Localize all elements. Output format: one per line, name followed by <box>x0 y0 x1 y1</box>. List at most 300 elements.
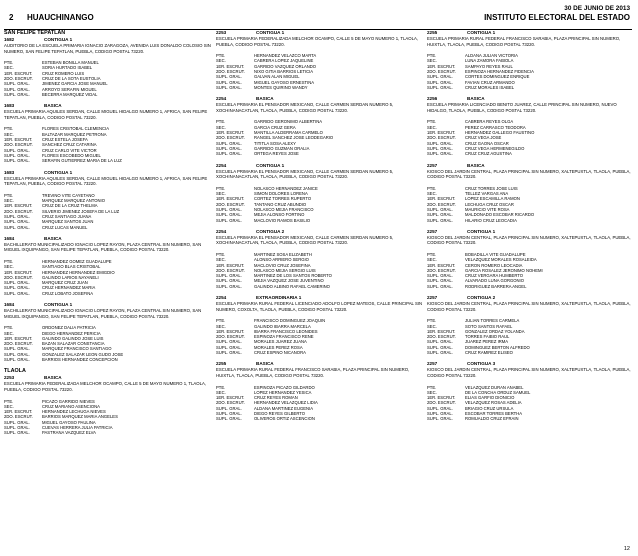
officials-list <box>427 53 634 90</box>
official-role: SUPL. GRAL. <box>216 145 242 151</box>
official-name: MORALES PEREZ ROSA <box>254 344 303 350</box>
station-id: 1683 <box>4 169 15 175</box>
official-name: CERON ROMERO LEOCADIA <box>465 262 523 268</box>
official-role: SUPL. GRAL. <box>216 84 242 90</box>
official-name: GONZALEZ ORDAZ YOLANDA <box>465 328 525 334</box>
officials-list <box>427 119 634 156</box>
district-number: 2 <box>9 13 14 22</box>
official-role: PTE. <box>216 318 226 324</box>
polling-station-entry <box>216 229 423 289</box>
official-name: BECERRA MARQUEZ VIDAL <box>42 91 98 97</box>
official-role: SUPL. GRAL. <box>216 212 242 218</box>
official-name: GALINDO GALINDO JOSE LUIS <box>42 335 104 341</box>
official-name: BALTAZAR MARQUEZ PETRONA <box>42 131 107 137</box>
official-name: MONTES QUIRINO WANDY <box>254 84 308 90</box>
official-name: SERAFIN GUTIERREZ MARIA DE LA LUZ <box>42 158 122 164</box>
official-name: NOLASCO MEJIA SERGIO LUIS <box>254 267 316 273</box>
station-type: CONTIGUA 3 <box>467 361 496 367</box>
official-name: ELIAS GARFIO DIONICIO <box>465 395 515 401</box>
official-role: 1ER. ESCRUT. <box>427 395 456 401</box>
official-name: ESPINOZA HERNANDEZ FIDENCIA <box>465 69 534 75</box>
official-name: CUEVAS HERRERA JULIA PATRICIA <box>42 425 113 430</box>
official-name: SILVERIO JIMENEZ JOSEFA DE LA LUZ <box>42 208 120 214</box>
official-role: PTE. <box>4 398 14 404</box>
official-name: FLORES CRISTOBAL CLEMENCIA <box>42 126 110 132</box>
station-id: 1683 <box>4 103 15 109</box>
official-name: SORIA HURTADO ISABEL <box>42 65 93 71</box>
official-name: CABRERA REYES OLGA <box>465 119 514 125</box>
station-id: 2253 <box>4 375 15 381</box>
official-name: DOMINGUEZ BERTON ALFREDO <box>465 344 530 350</box>
official-role: 1ER. ESCRUT. <box>216 196 245 202</box>
official-role: PTE. <box>216 119 226 125</box>
official-role: SUPL. GRAL. <box>216 217 242 223</box>
official-role: SUPL. GRAL. <box>4 81 30 87</box>
official-name: BARRIOS MARQUEZ MARIA ANGELES <box>42 414 118 420</box>
official-name: GARRIDO GERONIMO ALBERTINA <box>254 119 323 125</box>
official-role: SUPL. GRAL. <box>427 405 453 411</box>
station-id: 2257 <box>427 295 438 301</box>
station-address: ESCUELA PRIMARIA FEDERALIZADA MELCHOR OCAMPO, CALLE 5 DE MAYO NUMERO 1, TLAOLA, PUEBLA, CODIGO POSTAL 73220. <box>216 36 419 47</box>
station-address: ESCUELA PRIMARIA LICENCIADO BENITO JUAREZ, CALLE PRINCIPAL SIN NUMERO, NUEVO HIDALGO, TLAOLA, PUEBLA, CODIGO POSTAL 73220. <box>427 102 617 113</box>
official-role: PTE. <box>216 384 226 390</box>
official-role: PTE. <box>4 325 14 331</box>
official-role: SUPL. GRAL. <box>216 74 242 80</box>
official-role: 2DO. ESCRUT. <box>4 274 33 280</box>
official-name: MANTILLA ALDERRAMA CARMELO <box>254 130 323 136</box>
official-name: HERNANDEZ LECHUGA NIEVES <box>42 409 106 415</box>
official-role: SUPL. GRAL. <box>427 339 453 345</box>
official-role: 1ER. ESCRUT. <box>216 395 245 401</box>
official-name: DIEGO HERNANDEZ PERICIA <box>42 330 101 336</box>
official-role: SUPL. GRAL. <box>4 158 30 164</box>
official-role: SEC. <box>427 191 437 197</box>
official-role: 2DO. ESCRUT. <box>4 208 33 214</box>
official-name: SOTO SANTOS RAFAEL <box>465 323 513 329</box>
official-name: HERNANDEZ GOMEZ GUADALUPE <box>42 258 112 264</box>
official-role: PTE. <box>216 251 226 257</box>
official-name: PICAZO GARRIDO NIEVES <box>42 398 95 404</box>
official-role: 2DO. ESCRUT. <box>216 334 245 340</box>
station-type: EXTRAORDINARIA 1 <box>256 295 302 301</box>
official-name: CRUZ TORRES JOSE LUIS <box>465 185 518 191</box>
official-role: SEC. <box>216 191 226 197</box>
polling-station-entry <box>4 236 211 296</box>
official-role: SUPL. GRAL. <box>427 283 453 289</box>
official-name: GONZALEZ SALAZAR LEON GUDO JOSE <box>42 351 124 357</box>
officials-list <box>216 385 423 422</box>
official-role: 1ER. ESCRUT. <box>427 130 456 136</box>
official-role: SUPL. GRAL. <box>216 79 242 85</box>
polling-station-entry <box>4 37 211 97</box>
official-name: JIMENEZ GARCIA JOSE MANUEL <box>42 81 108 87</box>
official-name: ORTEGA REYES JOSE <box>254 151 299 157</box>
polling-station-entry <box>427 229 634 289</box>
official-role: 2DO. ESCRUT. <box>427 400 456 406</box>
official-name: MARTINEZ SOSA ELIZABETH <box>254 251 312 257</box>
official-role: SEC. <box>216 257 226 263</box>
station-id: 2254 <box>216 162 227 168</box>
official-role: 1ER. ESCRUT. <box>4 203 33 209</box>
official-role: SUPL. GRAL. <box>427 273 453 279</box>
official-role: SUPL. GRAL. <box>216 339 242 345</box>
station-address: ESCUELA PRIMARIA RURAL FEDERAL FRANCISCO SARABIA, PLAZA PRINCIPAL SIN NUMERO, HUIXTLA, TLAOLA, PUEBLA, CODIGO POSTAL 73220. <box>427 36 621 47</box>
officials-list <box>4 325 211 362</box>
station-id: 2257 <box>427 162 438 168</box>
official-name: MARQUEZ CRUZ JUAN <box>42 280 88 286</box>
official-name: MARQUEZ SANTOS JUAN <box>42 219 94 225</box>
official-role: SUPL. GRAL. <box>427 217 453 223</box>
official-role: SUPL. GRAL. <box>427 74 453 80</box>
polling-station-entry <box>427 96 634 156</box>
official-name: DE LA CONCHA ORDUZ SAMUEL <box>465 389 531 395</box>
official-role: SUPL. GRAL. <box>4 152 30 158</box>
official-name: VELAZQUEZ MORALES ROSALEIDA <box>465 257 537 263</box>
official-role: SUPL. GRAL. <box>427 278 453 284</box>
station-type: CONTIGUA 1 <box>467 228 496 234</box>
official-name: NOLASCO MEJIA FRANCISCO <box>254 206 314 212</box>
official-role: SUPL. GRAL. <box>427 212 453 218</box>
official-role: 2DO. ESCRUT. <box>216 69 245 75</box>
official-role: SUPL. GRAL. <box>427 140 453 146</box>
official-role: PTE. <box>4 60 14 66</box>
official-role: SUPL. GRAL. <box>427 350 453 356</box>
official-role: SEC. <box>4 65 14 71</box>
official-role: SUPL. GRAL. <box>427 151 453 157</box>
station-id: 1682 <box>4 37 15 42</box>
station-address: AUDITORIO DE LA ESCUELA PRIMARIA IGNACIO ZARAGOZA, AVENIDA LUIS DONALDO COLOSIO SIN NUMERO, SAN FELIPE TEPATLAN, PUEBLA, CODIGO POSTAL 73220. <box>4 43 211 54</box>
station-type: BASICA <box>256 361 274 367</box>
official-name: LOPEZ HERNANDEZ YESICA <box>254 389 312 395</box>
station-type: BASICA <box>44 375 62 381</box>
official-name: HERNANDEZ HERNANDEZ EMIGDIO <box>42 269 115 275</box>
institution-name: INSTITUTO ELECTORAL DEL ESTADO <box>484 13 630 22</box>
officials-list <box>216 252 423 289</box>
official-role: 2DO. ESCRUT. <box>4 414 33 420</box>
official-role: SUPL. GRAL. <box>4 219 30 225</box>
station-address: ESCUELA PRIMARIA EL PENSADOR MEXICANO, CALLE CARMEN SERDAN NUMERO 5, XOCHINANACATLAN, TLAOLA, PUEBLA, CODIGO POSTAL 73220. <box>216 168 394 180</box>
station-address: ESCUELA PRIMARIA AQUILES SERDAN, CALLE MIGUEL HIDALGO NUMERO 1, AFRICA, SAN FELIPE TEPATLAN, PUEBLA, CODIGO POSTAL 73220. <box>4 175 208 187</box>
officials-list <box>4 193 211 230</box>
official-name: MALDONADO ESCOBAR RICARDO <box>465 212 535 218</box>
official-role: SUPL. GRAL. <box>4 147 30 153</box>
official-role: 2DO. ESCRUT. <box>4 142 33 148</box>
official-role: 2DO. ESCRUT. <box>4 341 33 347</box>
official-role: SEC. <box>427 124 437 130</box>
officials-list <box>4 126 211 163</box>
station-type: BASICA <box>256 96 274 102</box>
official-role: SUPL. GRAL. <box>216 273 242 279</box>
officials-list <box>427 186 634 223</box>
official-role: 2DO. ESCRUT. <box>216 135 245 141</box>
official-name: CRUZ MARIANO ASENCIONA <box>42 403 100 409</box>
station-type: CONTIGUA 2 <box>467 295 496 301</box>
official-role: 1ER. ESCRUT. <box>427 262 456 268</box>
official-role: 1ER. ESCRUT. <box>427 63 456 69</box>
official-role: SUPL. GRAL. <box>427 79 453 85</box>
officials-list <box>216 186 423 223</box>
officials-list <box>427 252 634 289</box>
official-role: 2DO. ESCRUT. <box>216 400 245 406</box>
official-role: SEC. <box>427 58 437 64</box>
official-role: PTE. <box>4 258 14 264</box>
station-address: ESCUELA PRIMARIA AQUILES SERDAN, CALLE MIGUEL HIDALGO NUMERO 1, AFRICA, SAN FELIPE TEPATLAN, PUEBLA, CODIGO POSTAL 73220. <box>4 109 208 120</box>
official-role: 1ER. ESCRUT. <box>216 262 245 268</box>
officials-list <box>427 385 634 422</box>
official-role: SUPL. GRAL. <box>4 280 30 286</box>
official-name: TORRES FAIBIO RAUL <box>465 334 510 340</box>
station-type: BASICA <box>467 96 485 102</box>
officials-list <box>216 119 423 156</box>
official-name: LECHUGA CRUZ OSCAR <box>465 201 514 207</box>
station-address: KIOSCO DEL JARDIN CENTRAL, PLAZA PRINCIPAL SIN NUMERO, XALTEPUXTLA, TLAOLA, PUEBLA, CODIGO POSTAL 73220. <box>427 168 631 180</box>
official-name: ALDANA MARTINEZ EUGENIA <box>254 405 314 411</box>
official-name: ROMUALDO CRUZ EFRAIN <box>465 416 519 422</box>
official-role: SEC. <box>4 403 14 409</box>
official-role: SUPL. GRAL. <box>216 140 242 146</box>
official-role: SUPL. GRAL. <box>4 351 30 357</box>
official-role: SEC. <box>4 264 14 270</box>
official-name: CRUZ GAONA OSCAR <box>465 140 509 146</box>
official-role: SUPL. GRAL. <box>427 206 453 212</box>
station-address: ESCUELA PRIMARIA RURAL FEDERAL FRANCISCO SARABIA, PLAZA PRINCIPAL SIN NUMERO, HUIXTLA, TLAOLA, PUEBLA, CODIGO POSTAL 73220. <box>216 367 410 378</box>
polling-station-entry <box>216 163 423 223</box>
official-name: ESPINOZA FRANCISCO RENE <box>254 334 314 340</box>
official-name: SANCHEZ CRUZ CATARINA <box>42 142 97 148</box>
official-role: SUPL. GRAL. <box>4 357 30 363</box>
polling-station-entry <box>216 295 423 355</box>
official-name: MARTINEZ DE LOS SANTOS ROBERTO <box>254 273 332 279</box>
officials-list <box>4 399 211 436</box>
officials-list <box>4 259 211 296</box>
official-name: GARRIDO GUZMAN ORALIA <box>254 145 310 151</box>
column-middle <box>216 30 423 428</box>
station-type: BASICA <box>44 103 62 109</box>
official-name: CRUZ CARLO VITE VICTOR <box>42 147 97 153</box>
official-name: SIMON DOLORES LORENA <box>254 191 308 197</box>
official-name: FLORES ESCOBEDO MIGUEL <box>42 152 101 158</box>
official-name: TANTANO CRUZ ABUNDIO <box>254 201 307 207</box>
official-name: LUNA ZAMORA FABIOLA <box>465 58 514 64</box>
official-role: SUPL. GRAL. <box>427 84 453 90</box>
station-address: BACHILLERATO MUNICIPALIZADO IGNACIO LOPEZ RAYON, PLAZA CENTRAL SIN NUMERO, SAN MIGUEL IXQUIPANGO, SAN FELIPE TEPATLAN, PUEBLA, CODIGO POSTAL 73220. <box>4 241 202 253</box>
official-name: NIXO GITIA BARRIOS LETICIA <box>254 69 314 75</box>
polling-station-entry <box>427 295 634 355</box>
official-role: 1ER. ESCRUT. <box>4 269 33 275</box>
official-name: CRUZ REYES ROMAN <box>254 395 298 401</box>
station-id: 2254 <box>216 295 227 301</box>
official-name: MIGUEL GAYOSO PAULINA <box>42 419 96 425</box>
column-left <box>4 30 211 442</box>
official-role: SUPL. GRAL. <box>427 344 453 350</box>
official-role: SUPL. GRAL. <box>4 213 30 219</box>
official-name: GALINDO IBARRA MARCELA <box>254 323 311 329</box>
official-name: TITITLA SOSA ALEXY <box>254 140 296 146</box>
official-role: 2DO. ESCRUT. <box>427 267 456 273</box>
official-role: SEC. <box>216 323 226 329</box>
official-name: CRUZ RAMIREZ ELISEO <box>465 350 513 356</box>
official-name: JUAREZ PEREZ IRMA <box>465 339 509 345</box>
official-name: FRANCISCO DOMINGUEZ JOAQUIN <box>254 318 326 324</box>
station-address: KIOSCO DEL JARDIN CENTRAL, PLAZA PRINCIPAL SIN NUMERO, XALTEPUXTLA, TLAOLA, PUEBLA, CODIGO POSTAL 73220. <box>427 367 631 378</box>
official-name: CRUZ ESTELA JOSEFA <box>42 137 88 143</box>
polling-station-entry <box>216 96 423 156</box>
station-id: 2253 <box>216 30 227 35</box>
official-name: HERNANDEZ VELAZCO MARTA <box>254 53 317 59</box>
official-role: SUPL. GRAL. <box>216 206 242 212</box>
official-name: MEJIA ALONSO FORTINO <box>254 212 305 218</box>
station-address: ESCUELA PRIMARIA EL PENSADOR MEXICANO, CALLE CARMEN SERDAN NUMERO 5, XOCHINANACATLAN, TLAOLA, PUEBLA, CODIGO POSTAL 73220. <box>216 234 394 246</box>
official-name: MARQUEZ MARQUEZ ANTONIO <box>42 198 105 204</box>
official-name: JULIAN TORRES CARMELA <box>465 318 520 324</box>
official-role: SUPL. GRAL. <box>4 86 30 92</box>
official-role: SUPL. GRAL. <box>4 91 30 97</box>
official-role: SEC. <box>427 257 437 263</box>
official-role: 2DO. ESCRUT. <box>427 334 456 340</box>
officials-list <box>216 318 423 355</box>
official-name: CRUZ VEGA HERMENEGILDO <box>465 145 525 151</box>
official-name: ALDANA JULIAN VICTORIA <box>465 53 518 59</box>
official-role: 2DO. ESCRUT. <box>4 76 33 82</box>
station-address: ESCUELA PRIMARIA FEDERALIZADA MELCHOR OCAMPO, CALLE 5 DE MAYO NUMERO 1, TLAOLA, PUEBLA, CODIGO POSTAL 73220. <box>4 381 207 392</box>
station-id: 2256 <box>427 96 438 102</box>
official-name: RODRIGUEZ BARRERA ANGEL <box>465 283 527 289</box>
official-role: SEC. <box>4 330 14 336</box>
official-role: PTE. <box>427 119 437 125</box>
polling-station-entry <box>4 375 211 435</box>
official-role: SUPL. GRAL. <box>216 405 242 411</box>
official-name: BOBADILLA VITE GUADALUPE <box>465 251 526 257</box>
official-role: 2DO. ESCRUT. <box>427 135 456 141</box>
official-name: BRIAGIO CRUZ URSULA <box>465 405 514 411</box>
polling-station-entry <box>4 302 211 362</box>
official-name: VELAZQUEZ ROSAS ADELIA <box>465 400 522 406</box>
official-role: SUPL. GRAL. <box>4 285 30 291</box>
official-name: SANTIAGO BLAS CRISTOBAL <box>42 264 101 270</box>
official-role: SUPL. GRAL. <box>216 283 242 289</box>
station-address: KIOSCO DEL JARDIN CENTRAL, PLAZA PRINCIPAL SIN NUMERO, XALTEPUXTLA, TLAOLA, PUEBLA, CODIGO POSTAL 73220. <box>427 301 631 312</box>
official-name: ALVARADO LUNA GORGONIO <box>465 278 524 284</box>
document-date: 30 DE JUNIO DE 2013 <box>564 5 630 12</box>
official-name: PEREZ CARRASCO TEODORA <box>465 124 526 130</box>
official-name: MARQUEZ FRANCISCO SANTIAGO <box>42 346 112 352</box>
official-name: MIGUEL GAYOSO ERNESTINA <box>254 79 315 85</box>
official-name: MEJIA VAZQUEZ JOSE JUVENTINO <box>254 278 324 284</box>
official-name: CRUZ HERNANDEZ MARIA <box>42 285 96 291</box>
official-role: 2DO. ESCRUT. <box>216 267 245 273</box>
official-name: CORTEZ TORRES RUPERTO <box>254 196 312 202</box>
official-name: MAURICIO VITE ROSA <box>465 206 510 212</box>
station-id: 1684 <box>4 302 15 308</box>
page-header <box>0 5 638 25</box>
official-role: SUPL. GRAL. <box>4 290 30 296</box>
official-name: CRUZ SANTIAGO JUANA <box>42 213 92 219</box>
official-name: LOPEZ ESCAMILLA RAMON <box>465 196 520 202</box>
official-name: FAVIAN CRUZ ARMANDO <box>465 79 515 85</box>
station-address: ESCUELA PRIMARIA EL PENSADOR MEXICANO, CALLE CARMEN SERDAN NUMERO 5, XOCHINANACATLAN, TLAOLA, PUEBLA, CODIGO POSTAL 73220. <box>216 102 394 113</box>
official-name: TELLEZ VARGAS ANA <box>465 191 509 197</box>
official-role: SEC. <box>216 389 226 395</box>
official-role: SEC. <box>427 323 437 329</box>
official-role: 1ER. ESCRUT. <box>4 70 33 76</box>
official-name: VELAZQUEZ DURAN ANABEL <box>465 384 524 390</box>
official-role: PTE. <box>427 53 437 59</box>
official-role: PTE. <box>4 192 14 198</box>
station-type: CONTIGUA 1 <box>467 30 496 35</box>
page-number: 12 <box>623 546 630 552</box>
station-type: CONTIGUA 1 <box>44 302 73 308</box>
polling-station-entry <box>4 170 211 230</box>
official-name: MORALES JUAREZ JUANA <box>254 339 307 345</box>
station-id: 2255 <box>216 361 227 367</box>
official-name: HERNANDEZ GALLEGO FAUSTINO <box>465 130 535 136</box>
official-role: SUPL. GRAL. <box>427 145 453 151</box>
municipality-name: HUAUCHINANGO <box>27 13 94 22</box>
polling-station-entry <box>216 30 423 90</box>
official-name: MACLOVIO RAMOS BASILIO <box>254 217 311 223</box>
official-name: ESPINOZA PICAZO GILDARDO <box>254 384 315 390</box>
station-address: KIOSCO DEL JARDIN CENTRAL, PLAZA PRINCIPAL SIN NUMERO, XALTEPUXTLA, TLAOLA, PUEBLA, CODIGO POSTAL 73220. <box>427 234 631 246</box>
official-name: CRUZ VEGA JOSE <box>465 135 502 141</box>
station-type: BASICA <box>467 162 485 168</box>
official-role: SUPL. GRAL. <box>427 416 453 422</box>
official-name: CRUZ LUCAS MANUEL <box>42 224 88 230</box>
official-role: SUPL. GRAL. <box>4 419 30 425</box>
official-name: NOLASCO HERNANDEZ JANICE <box>254 185 318 191</box>
official-name: GALVAN ALAN MIGUEL <box>254 74 300 80</box>
official-role: SEC. <box>4 131 14 137</box>
station-type: CONTIGUA 1 <box>44 169 73 175</box>
officials-list <box>216 53 423 90</box>
official-name: DIEGO REYES GILBERTO <box>254 411 306 416</box>
official-role: 1ER. ESCRUT. <box>4 137 33 143</box>
official-name: IBARRA FRANCISCO LEONIDES <box>254 328 318 334</box>
polling-station-entry <box>4 103 211 163</box>
polling-station-entry <box>216 361 423 421</box>
official-name: RANGEL SANCHEZ JOSE LEODEGARIO <box>254 135 334 141</box>
official-name: CRUZ MORALES ISABEL <box>465 84 515 90</box>
official-name: PASTRANA VAZQUEZ ELVA <box>42 430 96 436</box>
station-type: BASICA <box>44 235 62 241</box>
official-role: SUPL. GRAL. <box>4 430 30 436</box>
station-address: ESCUELA PRIMARIA RURAL FEDERAL LICENCIADO ADOLFO LOPEZ MATEOS, CALLE PRINCIPAL SIN NUMERO, COXOLTA, TLAOLA, PUEBLA, CODIGO POSTAL 73220. <box>216 301 423 312</box>
official-name: CRUZ DE LA CRUZ THELMA <box>42 203 98 209</box>
official-role: SUPL. GRAL. <box>4 425 30 430</box>
section-heading: TLAOLA <box>4 368 26 375</box>
official-name: CORTES DOMINGUEZ ENRIQUE <box>465 74 530 80</box>
polling-station-entry <box>427 30 634 90</box>
official-role: 2DO. ESCRUT. <box>427 69 456 75</box>
polling-station-entry <box>427 163 634 223</box>
official-role: PTE. <box>427 251 437 257</box>
official-role: SUPL. GRAL. <box>216 278 242 284</box>
official-name: TREVINO VITE CAYETANO <box>42 192 95 198</box>
official-role: SUPL. GRAL. <box>427 411 453 416</box>
station-type: CONTIGUA 1 <box>256 162 285 168</box>
station-id: 2257 <box>427 228 438 234</box>
official-name: CRUZ LOBATO JOSEFINA <box>42 290 94 296</box>
official-role: SUPL. GRAL. <box>4 346 30 352</box>
official-name: ALONSO ARRIERO SERGIO <box>254 257 309 263</box>
official-role: PTE. <box>427 384 437 390</box>
municipality-heading <box>9 13 94 22</box>
official-name: BARRIOS HERNANDEZ CONCEPCION <box>42 357 118 363</box>
station-id: 2254 <box>216 96 227 102</box>
official-name: CRUZ ESPINO NICANORA <box>254 350 306 356</box>
official-name: CRUZ DE LA SOTA EUSTOLIA <box>42 76 101 82</box>
station-type: CONTIGUA 1 <box>256 30 285 35</box>
official-role: SUPL. GRAL. <box>216 350 242 356</box>
